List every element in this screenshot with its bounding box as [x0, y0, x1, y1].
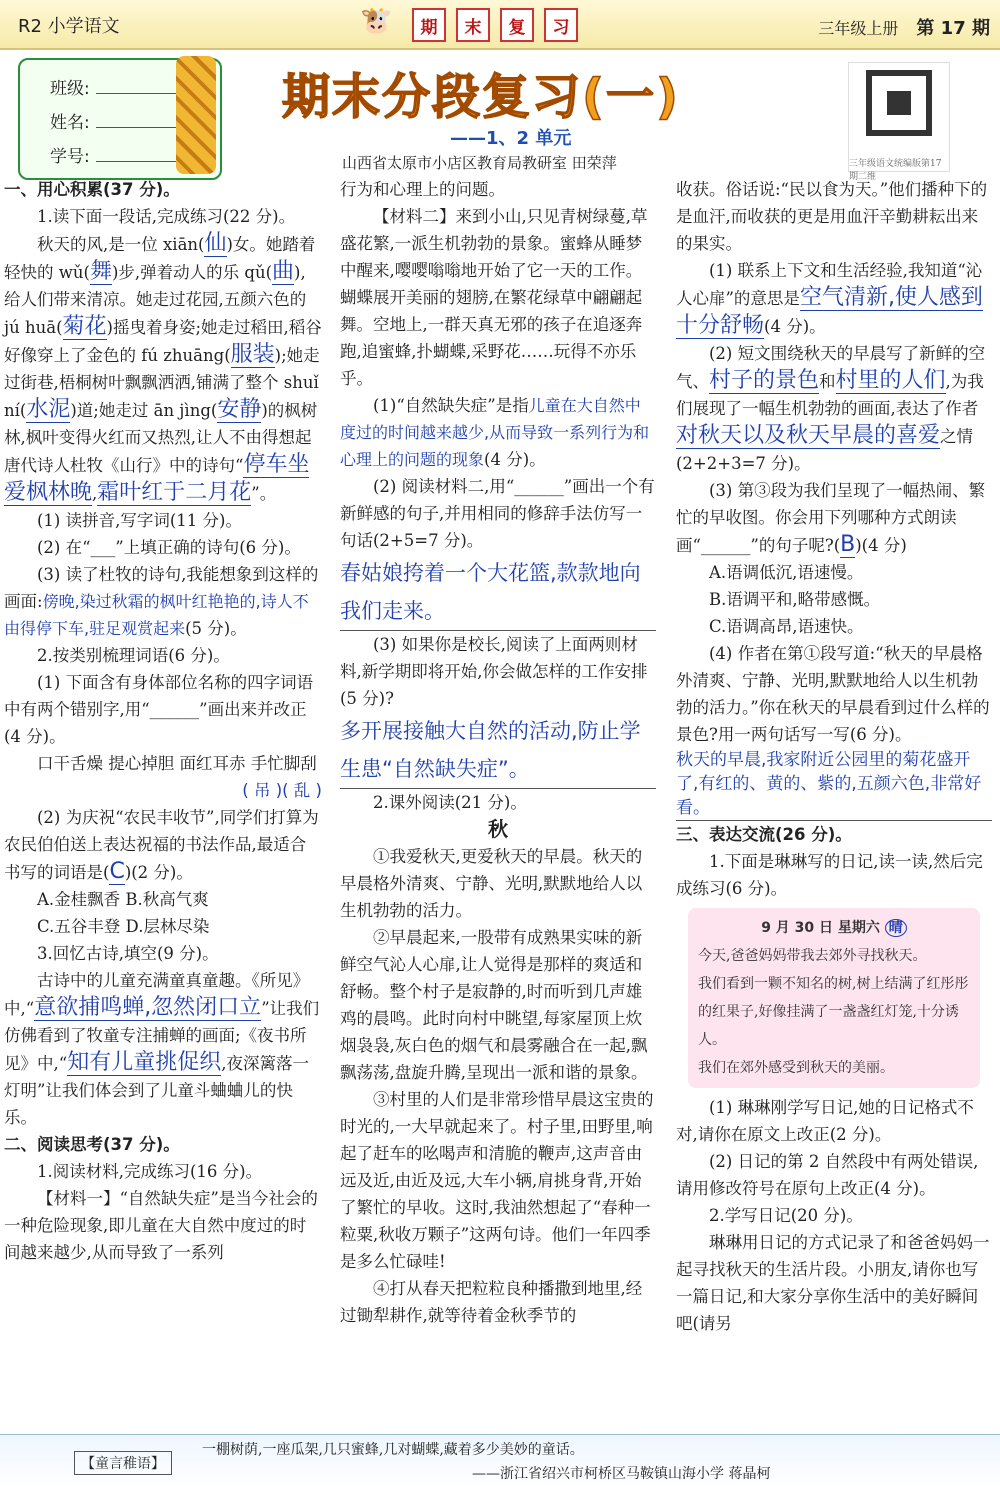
question: 2.按类别梳理词语(6 分)。: [37, 646, 230, 665]
answer: 春姑娘挎着一个大花篮,款款地向我们走来。: [340, 554, 656, 631]
question: (1) 联系上下文和生活经验,我知道“沁人心扉”的意思是空气清新,使人感到十分舒畅(4 分)。: [676, 261, 983, 338]
footer-credit: ——浙江省绍兴市柯桥区马鞍镇山海小学 蒋晶柯: [472, 1466, 771, 1482]
page-header: [0, 0, 1000, 50]
tab-char-3: 复: [500, 8, 534, 42]
material-1: 【材料一】“自然缺失症”是当今社会的一种危险现象,即儿童在大自然中度过的时间越来越少,从而导致了一系列: [4, 1189, 318, 1262]
answer: 安静: [217, 397, 262, 422]
option: C.语调高昂,语速快。: [709, 617, 864, 636]
header-issue: [818, 14, 990, 40]
question: (3) 如果你是校长,阅读了上面两则材料,新学期即将开始,你会做怎样的工作安排(5 分)?: [340, 635, 648, 708]
qr-caption: 三年级语文统编版第17期二维: [849, 159, 942, 182]
tab-char-2: 末: [456, 8, 490, 42]
article-paragraph: ②早晨起来,一股带有成熟果实味的新鲜空气沁人心扉,让人觉得是那样的爽适和舒畅。整个村子是寂静的,时而听到几声雄鸡的晨鸣。此时向村中眺望,每家屋顶上炊烟袅袅,灰白色的烟气和晨雾融合在一起,飘飘荡荡,盘旋升腾,呈现出一派和谐的景象。: [340, 928, 648, 1082]
answer: 服装: [230, 342, 275, 367]
options: C.五谷丰登 D.层林尽染: [37, 917, 210, 936]
question: (1)“自然缺失症”是指儿童在大自然中度过的时间越来越少,从而导致一系列行为和心理上的问题的现象(4 分)。: [340, 396, 650, 469]
answer: 村里的人们: [835, 368, 946, 393]
page-subtitle: ——1、2 单元: [450, 128, 572, 149]
answer: 舞: [89, 259, 112, 284]
header-tabs: [412, 8, 578, 42]
qr-code-icon: [849, 63, 949, 153]
weather-answer: 晴: [885, 919, 907, 937]
answer: 秋天的早晨,我家附近公园里的菊花盛开了,有红的、黄的、紫的,五颜六色,非常好看。: [676, 748, 992, 821]
passage: 秋天的风,是一位 xiān(仙)女。她踏着轻快的 wǔ(舞)步,弹着动人的乐 qǔ(曲),给人们带来清凉。她走过花园,五颜六色的 jú huā(菊花)摇曳着身姿;她走过稻田,稻谷好像穿上了金色的 fú zhuāng(服装);她走过街巷,梧桐树叶飘飘洒洒,铺满了整个 shuǐ ní(水泥)道;她走过 ān jìng(安静)的枫树林,枫叶变得火红而又热烈,让人不由得想起唐代诗人杜牧《山行》中的诗句“停车坐爱枫林晚,霜叶红于二月花”。: [4, 231, 322, 505]
diary-line: 我们看到一颗不知名的树,树上结满了红彤彤的红果子,好像挂满了一盏盏红灯笼,十分诱人。: [698, 976, 969, 1048]
cow-mascot-icon: 🐮: [360, 6, 393, 36]
diary-box: [688, 908, 980, 1088]
question: (2) 日记的第 2 自然段中有两处错误,请用修改符号在原句上改正(4 分)。: [676, 1152, 979, 1198]
header-subject: R2 小学语文: [18, 16, 120, 37]
option: B.语调平和,略带感慨。: [709, 590, 881, 609]
column-1: [4, 176, 322, 1266]
page-footer: [0, 1434, 1000, 1486]
answer: C: [109, 859, 125, 884]
question: (2) 阅读材料二,用“______”画出一个有新鲜感的句子,并用相同的修辞手法仿写一句话(2+5=7 分)。: [340, 477, 655, 550]
question: (3) 第③段为我们呈现了一幅热闹、繁忙的早收图。你会用下列哪种方式朗读画“______”的句子呢?(B)(4 分): [676, 481, 986, 557]
passage: 古诗中的儿童充满童真童趣。《所见》中,“意欲捕鸣蝉,忽然闭口立”让我们仿佛看到了牧童专注捕蝉的画面;《夜书所见》中,“知有儿童挑促织,夜深篱落一灯明”让我们体会到了儿童斗蛐蛐儿的快乐。: [4, 971, 320, 1127]
answer: 村子的景色: [709, 368, 820, 393]
question: (1) 读拼音,写字词(11 分)。: [37, 511, 242, 530]
diary-line: 我们在郊外感受到秋天的美丽。: [698, 1060, 894, 1076]
answer: 停车坐爱枫林晚: [4, 452, 310, 505]
question: (3) 读了杜牧的诗句,我能想象到这样的画面:傍晚,染过秋霜的枫叶红艳艳的,诗人不由得停下车,驻足观赏起来(5 分)。: [4, 565, 319, 638]
question: (2) 短文围绕秋天的早晨写了新鲜的空气、村子的景色和村里的人们,为我们展现了一幅生机勃勃的画面,表达了作者对秋天以及秋天早晨的喜爱之情(2+2+3=7 分)。: [676, 344, 986, 473]
question: 2.课外阅读(21 分)。: [373, 793, 527, 812]
name-field[interactable]: 姓名:: [50, 108, 176, 133]
answer: 知有儿童挑促织: [67, 1050, 222, 1075]
diary-line: 今天,爸爸妈妈带我去郊外寻找秋天。: [698, 948, 927, 964]
question: 琳琳用日记的方式记录了和爸爸妈妈一起寻找秋天的生活片段。小朋友,请你也写一篇日记,和大家分享你生活中的美好瞬间吧(请另: [676, 1233, 990, 1333]
page-title: 期末分段复习(一): [282, 69, 680, 125]
section-heading: 一、用心积累(37 分)。: [4, 180, 180, 199]
answer: 儿童在大自然中度过的时间越来越少,从而导致一系列行为和心理上的问题的现象: [340, 396, 650, 469]
answer: 菊花: [62, 314, 107, 339]
article-paragraph-end: 收获。俗话说:“民以食为天。”他们播种下的是血汗,而收获的更是用血汗辛勤耕耘出来的果实。: [676, 180, 988, 253]
answer: 霜叶红于二月花: [97, 480, 252, 505]
answer: 对秋天以及秋天早晨的喜爱: [676, 423, 941, 448]
column-2: [340, 176, 656, 1329]
article-paragraph: ①我爱秋天,更爱秋天的早晨。秋天的早晨格外清爽、宁静、光明,默默地给人以生机勃勃的活力。: [340, 847, 643, 920]
material-2: 【材料二】来到小山,只见青树绿蔓,草盛花繁,一派生机勃勃的景象。蜜蜂从睡梦中醒来,嘤嘤嗡嗡地开始了它一天的工作。蝴蝶展开美丽的翅膀,在繁花绿草中翩翩起舞。空地上,一群天真无邪的孩子在追逐奔跑,追蜜蜂,扑蝴蝶,采野花……玩得不亦乐乎。: [340, 207, 648, 388]
qr-code[interactable]: [848, 62, 950, 182]
footer-tag: 【童言稚语】: [74, 1451, 172, 1475]
answer: 傍晚,染过秋霜的枫叶红艳艳的,诗人不由得停下车,驻足观赏起来: [4, 592, 309, 638]
answer: ( 吊 )( 乱 ): [242, 781, 322, 800]
answer: 仙: [204, 231, 227, 256]
id-field[interactable]: 学号:: [50, 142, 176, 167]
answer: 多开展接触大自然的活动,防止学生患“自然缺失症”。: [340, 712, 656, 789]
question: 1.阅读材料,完成练习(16 分)。: [37, 1162, 263, 1181]
section-heading: 三、表达交流(26 分)。: [676, 825, 852, 844]
options: A.金桂飘香 B.秋高气爽: [37, 890, 209, 909]
diary-header: 9 月 30 日 星期六 晴: [698, 914, 970, 942]
section-heading: 二、阅读思考(37 分)。: [4, 1135, 180, 1154]
material-1-end: 行为和心理上的问题。: [340, 180, 505, 199]
grade-label: 三年级上册: [818, 19, 899, 38]
tab-char-4: 习: [544, 8, 578, 42]
author-line: 山西省太原市小店区教育局教研室 田荣萍: [342, 154, 617, 172]
answer: 水泥: [26, 397, 71, 422]
article-paragraph: ④打从春天把粒粒良种播撒到地里,经过锄犁耕作,就等待着金秋季节的: [340, 1279, 643, 1325]
class-field[interactable]: 班级:: [50, 74, 176, 99]
article-title: 秋: [488, 817, 508, 841]
footer-quote: 一棚树荫,一座瓜架,几只蜜蜂,几对蝴蝶,藏着多少美妙的童话。: [202, 1442, 584, 1458]
question: (1) 琳琳刚学写日记,她的日记格式不对,请你在原文上改正(2 分)。: [676, 1098, 974, 1144]
question: 3.回忆古诗,填空(9 分)。: [37, 944, 219, 963]
tab-char-1: 期: [412, 8, 446, 42]
answer: 曲: [272, 259, 295, 284]
column-3: [676, 176, 992, 1337]
issue-number: 第 17 期: [916, 18, 990, 39]
word-list: 口干舌燥 提心掉胆 面红耳赤 手忙脚刮: [37, 754, 317, 773]
question: (2) 在“___”上填正确的诗句(6 分)。: [37, 538, 301, 557]
question: 1.下面是琳琳写的日记,读一读,然后完成练习(6 分)。: [676, 852, 983, 898]
question: (2) 为庆祝“农民丰收节”,同学们打算为农民伯伯送上表达祝福的书法作品,最适合书写的词语是(C)(2 分)。: [4, 808, 319, 884]
option: A.语调低沉,语速慢。: [709, 563, 864, 582]
question: 2.学写日记(20 分)。: [709, 1206, 863, 1225]
question: (4) 作者在第①段写道:“秋天的早晨格外清爽、宁静、光明,默默地给人以生机勃勃的活力。”你在秋天的早晨看到过什么样的景色?用一两句话写一写(6 分)。: [676, 644, 990, 744]
question: (1) 下面含有身体部位名称的四字词语中有两个错别字,用“______”画出来并改正(4 分)。: [4, 673, 314, 746]
answer: 意欲捕鸣蝉,忽然闭口立: [34, 995, 262, 1020]
article-paragraph: ③村里的人们是非常珍惜早晨这宝贵的时光的,一大早就起来了。村子里,田野里,响起了赶车的吆喝声和清脆的鞭声,这声音由远及近,由近及远,大车小辆,肩挑身背,开始了繁忙的早收。这时,我油然想起了“春种一粒粟,秋收万颗子”这两句诗。他们一年四季是多么忙碌哇!: [340, 1090, 654, 1271]
giraffe-illustration: [176, 56, 216, 174]
answer: B: [840, 532, 856, 557]
answer: 空气清新,使人感到十分舒畅: [676, 285, 983, 338]
question: 1.读下面一段话,完成练习(22 分)。: [37, 207, 296, 226]
